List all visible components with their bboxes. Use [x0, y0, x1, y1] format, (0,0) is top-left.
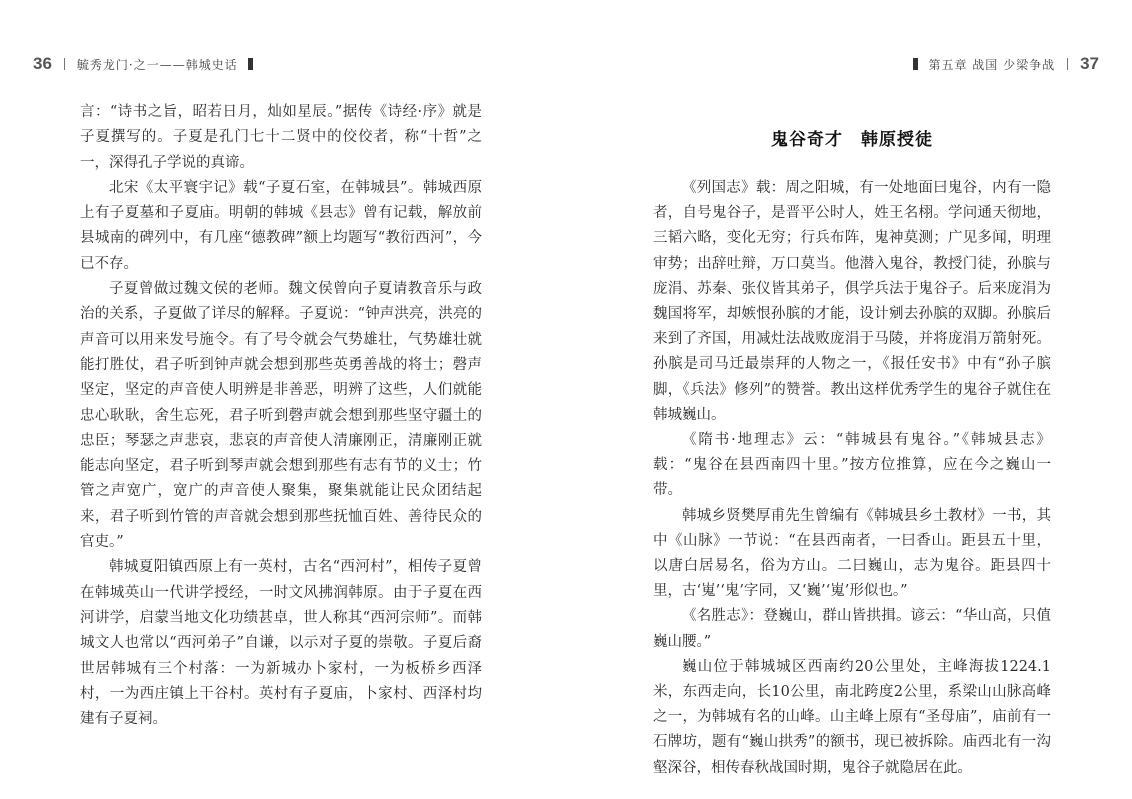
left-page-body	[80, 100, 482, 732]
page-number: 37	[1080, 54, 1099, 73]
paragraph: 子夏曾做过魏文侯的老师。魏文侯曾向子夏请教音乐与政治的关系，子夏做了详尽的解释。子夏说：“钟声洪亮，洪亮的声音可以用来发号施令。有了号令就会气势雄壮，气势雄壮就能打胜仗，君子听到钟声就会想到那些英勇善战的将士；磬声坚定，坚定的声音使人明辨是非善恶，明辨了这些，人们就能忠心耿耿，舍生忘死，君子听到磬声就会想到那些坚守疆土的忠臣；琴瑟之声悲哀，悲哀的声音使人清廉刚正，清廉刚正就能志向坚定，君子听到琴声就会想到那些有志有节的义士；竹管之声宽广，宽广的声音使人聚集，聚集就能让民众团结起来，君子听到竹管的声音就会想到那些抚恤百姓、善待民众的官吏。”	[80, 281, 482, 551]
page-number: 36	[33, 54, 52, 73]
right-page-body	[653, 176, 1051, 781]
left-page-header	[33, 52, 263, 76]
running-title: 毓秀龙门·之一——韩城史话	[76, 57, 238, 72]
paragraph: 北宋《太平寰宇记》载“子夏石室，在韩城县”。韩城西原上有子夏墓和子夏庙。明朝的韩城《县志》曾有记载，解放前县城南的碑列中，有几座“德教碑”额上均题写“教衍西河”，今已不存。	[80, 179, 482, 272]
section-title-part: 鬼谷奇才	[771, 130, 843, 150]
paragraph: 《名胜志》：登巍山，群山皆拱揖。谚云：“华山高，只值巍山腰。”	[653, 608, 1051, 650]
header-block-mark	[913, 58, 918, 70]
header-divider	[1067, 58, 1068, 70]
paragraph: 《列国志》载：周之阳城，有一处地面曰鬼谷，内有一隐者，自号鬼谷子，是晋平公时人，姓王名栩。学问通天彻地，三韬六略，变化无穷；行兵布阵，鬼神莫测；广见多闻，明理审势；出辞吐辩，万口莫当。他潜入鬼谷，教授门徒，孙膑与庞涓、苏秦、张仪皆其弟子，俱学兵法于鬼谷子。后来庞涓为魏国将军，却嫉恨孙膑的才能，设计剜去孙膑的双脚。孙膑后来到了齐国，用减灶法战败庞涓于马陵，并将庞涓万箭射死。孙膑是司马迁最崇拜的人物之一，《报任安书》中有“孙子膑脚，《兵法》修列”的赞誉。教出这样优秀学生的鬼谷子就住在韩城巍山。	[653, 180, 1051, 423]
header-block-mark	[248, 58, 253, 70]
section-title	[653, 125, 1051, 150]
paragraph: 巍山位于韩城城区西南约20公里处，主峰海拔1224.1米，东西走向，长10公里，南北跨度2公里，系梁山山脉高峰之一，为韩城有名的山峰。山主峰上原有“圣母庙”，庙前有一石牌坊，题有“巍山拱秀”的额书，现已被拆除。庙西北有一沟壑深谷，相传春秋战国时期，鬼谷子就隐居在此。	[653, 658, 1051, 776]
paragraph: 韩城夏阳镇西原上有一英村，古名“西河村”，相传子夏曾在韩城英山一代讲学授经，一时文风拂润韩原。由于子夏在西河讲学，启蒙当地文化功绩甚卓，世人称其“西河宗师”。而韩城文人也常以“西河弟子”自谦，以示对子夏的崇敬。子夏后裔世居韩城有三个村落：一为新城办卜家村，一为板桥乡西泽村，一为西庄镇上干谷村。英村有子夏庙，卜家村、西泽村均建有子夏祠。	[80, 559, 482, 728]
paragraph: 《隋书·地理志》云：“韩城县有鬼谷。”《韩城县志》载：“鬼谷在县西南四十里。”按方位推算，应在今之巍山一带。	[653, 432, 1051, 499]
header-divider	[64, 58, 65, 70]
paragraph: 韩城乡贤樊厚甫先生曾编有《韩城县乡土教材》一书，其中《山脉》一节说：“在县西南者，一曰香山。距县五十里，以唐白居易名，俗为方山。二曰巍山，志为鬼谷。距县四十里，古‘嵬’‘鬼’字同，又‘巍’‘嵬’形似也。”	[653, 507, 1051, 600]
section-title-part: 韩原授徒	[861, 130, 933, 150]
paragraph: 言：“诗书之旨，昭若日月，灿如星辰。”据传《诗经·序》就是子夏撰写的。子夏是孔门七十二贤中的佼佼者，称“十哲”之一，深得孔子学说的真谛。	[80, 104, 482, 171]
right-page-header	[903, 52, 1099, 76]
running-title: 第五章 战国 少梁争战	[928, 57, 1056, 72]
right-page	[566, 0, 1132, 799]
